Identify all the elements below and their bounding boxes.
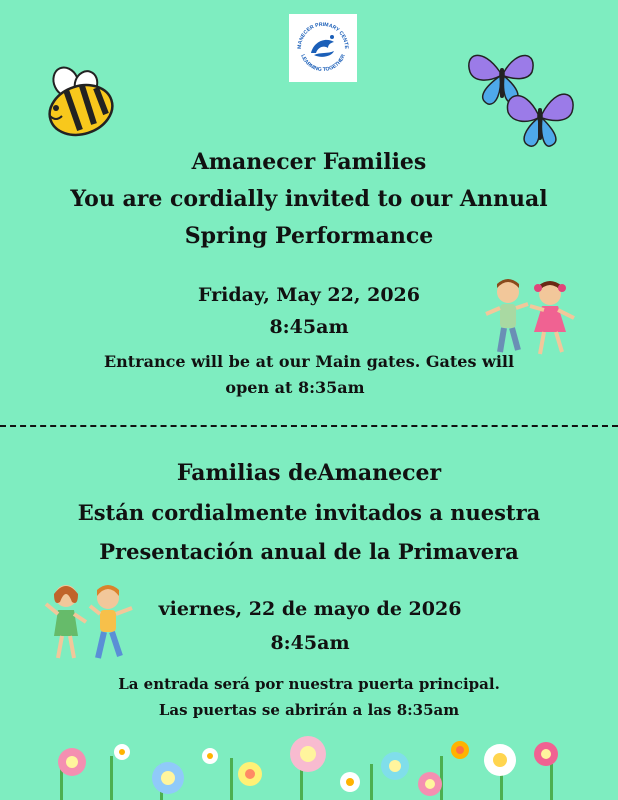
dashed-divider — [0, 425, 618, 427]
dancing-kids-icon — [38, 578, 138, 666]
bee-icon — [36, 64, 126, 144]
spanish-entrance-line1: La entrada será por nuestra puerta principal. — [118, 675, 500, 693]
logo-top-text: MANECER PRIMARY CENTE — [296, 21, 350, 50]
dancing-kids-icon — [482, 274, 582, 360]
school-logo — [289, 14, 357, 82]
spanish-heading-line3: Presentación anual de la Primavera — [99, 539, 519, 564]
english-heading-line1: Amanecer Families — [191, 149, 427, 175]
dolphin-logo-icon — [292, 17, 354, 79]
english-entrance-line1: Entrance will be at our Main gates. Gates will — [103, 352, 515, 371]
butterfly-icon — [462, 42, 582, 158]
english-heading-line3: Spring Performance — [184, 223, 434, 249]
spanish-heading-line2: Están cordialmente invitados a nuestra — [77, 500, 541, 525]
logo-bottom-text: LEARNING TOGETHER — [299, 53, 347, 74]
spanish-entrance-line2: Las puertas se abrirán a las 8:35am — [158, 701, 460, 719]
spanish-time: 8:45am — [270, 632, 350, 654]
english-heading-line2: You are cordially invited to our Annual — [70, 186, 548, 212]
english-time: 8:45am — [269, 316, 349, 338]
spanish-date: viernes, 22 de mayo de 2026 — [158, 598, 462, 620]
english-entrance-line2: open at 8:35am — [225, 378, 365, 397]
flowers-icon — [50, 730, 568, 800]
spanish-heading-line1: Familias deAmanecer — [176, 460, 442, 486]
english-date: Friday, May 22, 2026 — [198, 284, 420, 306]
